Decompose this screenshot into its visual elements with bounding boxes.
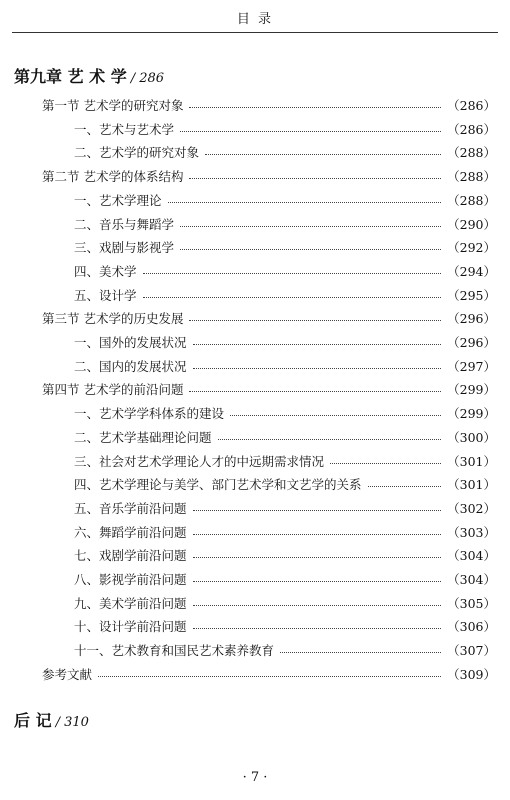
dot-leader [180,248,441,250]
chapter-title: 第九章 艺 术 学 [14,67,127,86]
dot-leader [189,177,441,179]
toc-entry [42,665,496,685]
toc-entry-page: （303） [447,524,496,540]
dot-leader [193,604,442,606]
dot-leader [230,414,441,416]
toc-entry-title: 一、艺术与艺术学 [74,121,175,137]
chapter-heading [14,64,164,87]
toc-entry [74,452,496,472]
toc-entry [74,523,496,543]
toc-entry-title: 九、美术学前沿问题 [74,595,187,611]
toc-entry [74,143,496,163]
toc-entry-page: （295） [447,287,496,303]
toc-entry-title: 三、戏剧与影视学 [74,240,175,256]
toc-entry [74,404,496,424]
toc-entry-page: （290） [447,216,496,232]
toc-entry-page: （294） [447,263,496,279]
dot-leader [330,462,441,464]
toc-entry [74,333,496,353]
dot-leader [193,556,442,558]
toc-entry-title: 二、音乐与舞蹈学 [74,216,175,232]
toc-entry-title: 第二节 艺术学的体系结构 [42,169,184,185]
toc-entry-title: 一、国外的发展状况 [74,335,187,350]
toc-entry [74,357,496,377]
header-divider [12,32,498,33]
toc-entry-title: 四、美术学 [74,263,137,279]
toc-entry-title: 十、设计学前沿问题 [74,619,187,635]
toc-entry-page: （288） [447,145,496,161]
afterword-heading [14,708,89,731]
dot-leader [193,533,442,535]
dot-leader [193,627,442,629]
toc-entry-title: 第三节 艺术学的历史发展 [42,311,184,327]
toc-entry-page: （306） [447,619,496,635]
dot-leader [168,201,442,203]
toc-entry-page: （309） [447,666,496,682]
toc-entry-title: 三、社会对艺术学理论人才的中远期需求情况 [74,453,325,469]
toc-entry [74,262,496,282]
afterword-title: 后 记 [14,711,52,730]
page-number: · 7 · [242,770,268,785]
toc-entry [42,167,496,187]
dot-leader [189,390,441,392]
toc-entry-page: （304） [447,548,496,564]
toc-entry [42,380,496,400]
dot-leader [218,438,442,440]
toc-entry [74,428,496,448]
dot-leader [193,367,442,369]
dot-leader [143,296,442,298]
dot-leader [205,153,441,155]
toc-entry-page: （288） [447,169,496,185]
toc-entry-title: 一、艺术学理论 [74,192,162,208]
toc-entry [74,594,496,614]
toc-entry-title: 五、音乐学前沿问题 [74,500,187,516]
dot-leader [280,651,441,653]
dot-leader [193,509,442,511]
toc-entry-title: 七、戏剧学前沿问题 [74,548,187,564]
toc-entry-title: 五、设计学 [74,287,137,303]
toc-entry [74,617,496,637]
toc-entry-title: 第四节 艺术学的前沿问题 [42,382,184,398]
toc-entry-title: 二、国内的发展状况 [74,358,187,374]
toc-entry-title: 二、艺术学的研究对象 [74,145,200,161]
toc-entry [74,475,496,495]
toc-entry [74,499,496,519]
toc-entry [74,286,496,306]
toc-entry-page: （288） [447,192,496,208]
running-header: 目 录 [236,12,274,27]
afterword-page: / 310 [55,715,89,730]
toc-entry [42,309,496,329]
toc-entry [74,570,496,590]
dot-leader [180,225,441,227]
toc-entry-page: （301） [447,453,496,469]
toc-entry [74,546,496,566]
toc-entry-page: （300） [447,429,496,445]
dot-leader [193,580,442,582]
toc-entry [74,238,496,258]
toc-entry-page: （286） [447,121,496,137]
toc-entry-page: （299） [447,406,496,422]
toc-entry [74,191,496,211]
toc-entry [74,120,496,140]
toc-entry-page: （299） [447,382,496,398]
dot-leader [189,319,441,321]
dot-leader [368,485,442,487]
toc-entry-page: （301） [447,477,496,493]
dot-leader [98,675,441,677]
toc-entry-title: 八、影视学前沿问题 [74,572,187,587]
dot-leader [180,130,441,132]
dot-leader [189,106,441,108]
toc-entry-page: （286） [447,98,496,113]
toc-entry-title: 六、舞蹈学前沿问题 [74,524,187,540]
toc-entry-page: （296） [447,311,496,327]
toc-entry [74,215,496,235]
toc-entry-title: 一、艺术学学科体系的建设 [74,406,225,422]
toc-entry-page: （297） [447,358,496,374]
toc-entry-title: 十一、艺术教育和国民艺术素养教育 [74,643,275,659]
toc-entry-page: （292） [447,240,496,256]
toc-entry-page: （307） [447,643,496,659]
toc-entry-page: （296） [447,335,496,350]
toc-entry-title: 二、艺术学基础理论问题 [74,429,212,445]
chapter-page: / 286 [130,71,165,86]
toc-entry-page: （302） [447,500,496,516]
toc-entry-title: 参考文献 [42,666,93,682]
toc-entry [42,96,496,116]
dot-leader [193,343,442,345]
toc-entry-page: （305） [447,595,496,611]
toc-entry-title: 第一节 艺术学的研究对象 [42,98,184,113]
toc-entry-page: （304） [447,572,496,587]
toc-entry [74,641,496,661]
dot-leader [143,272,442,274]
toc-entry-title: 四、艺术学理论与美学、部门艺术学和文艺学的关系 [74,477,362,493]
